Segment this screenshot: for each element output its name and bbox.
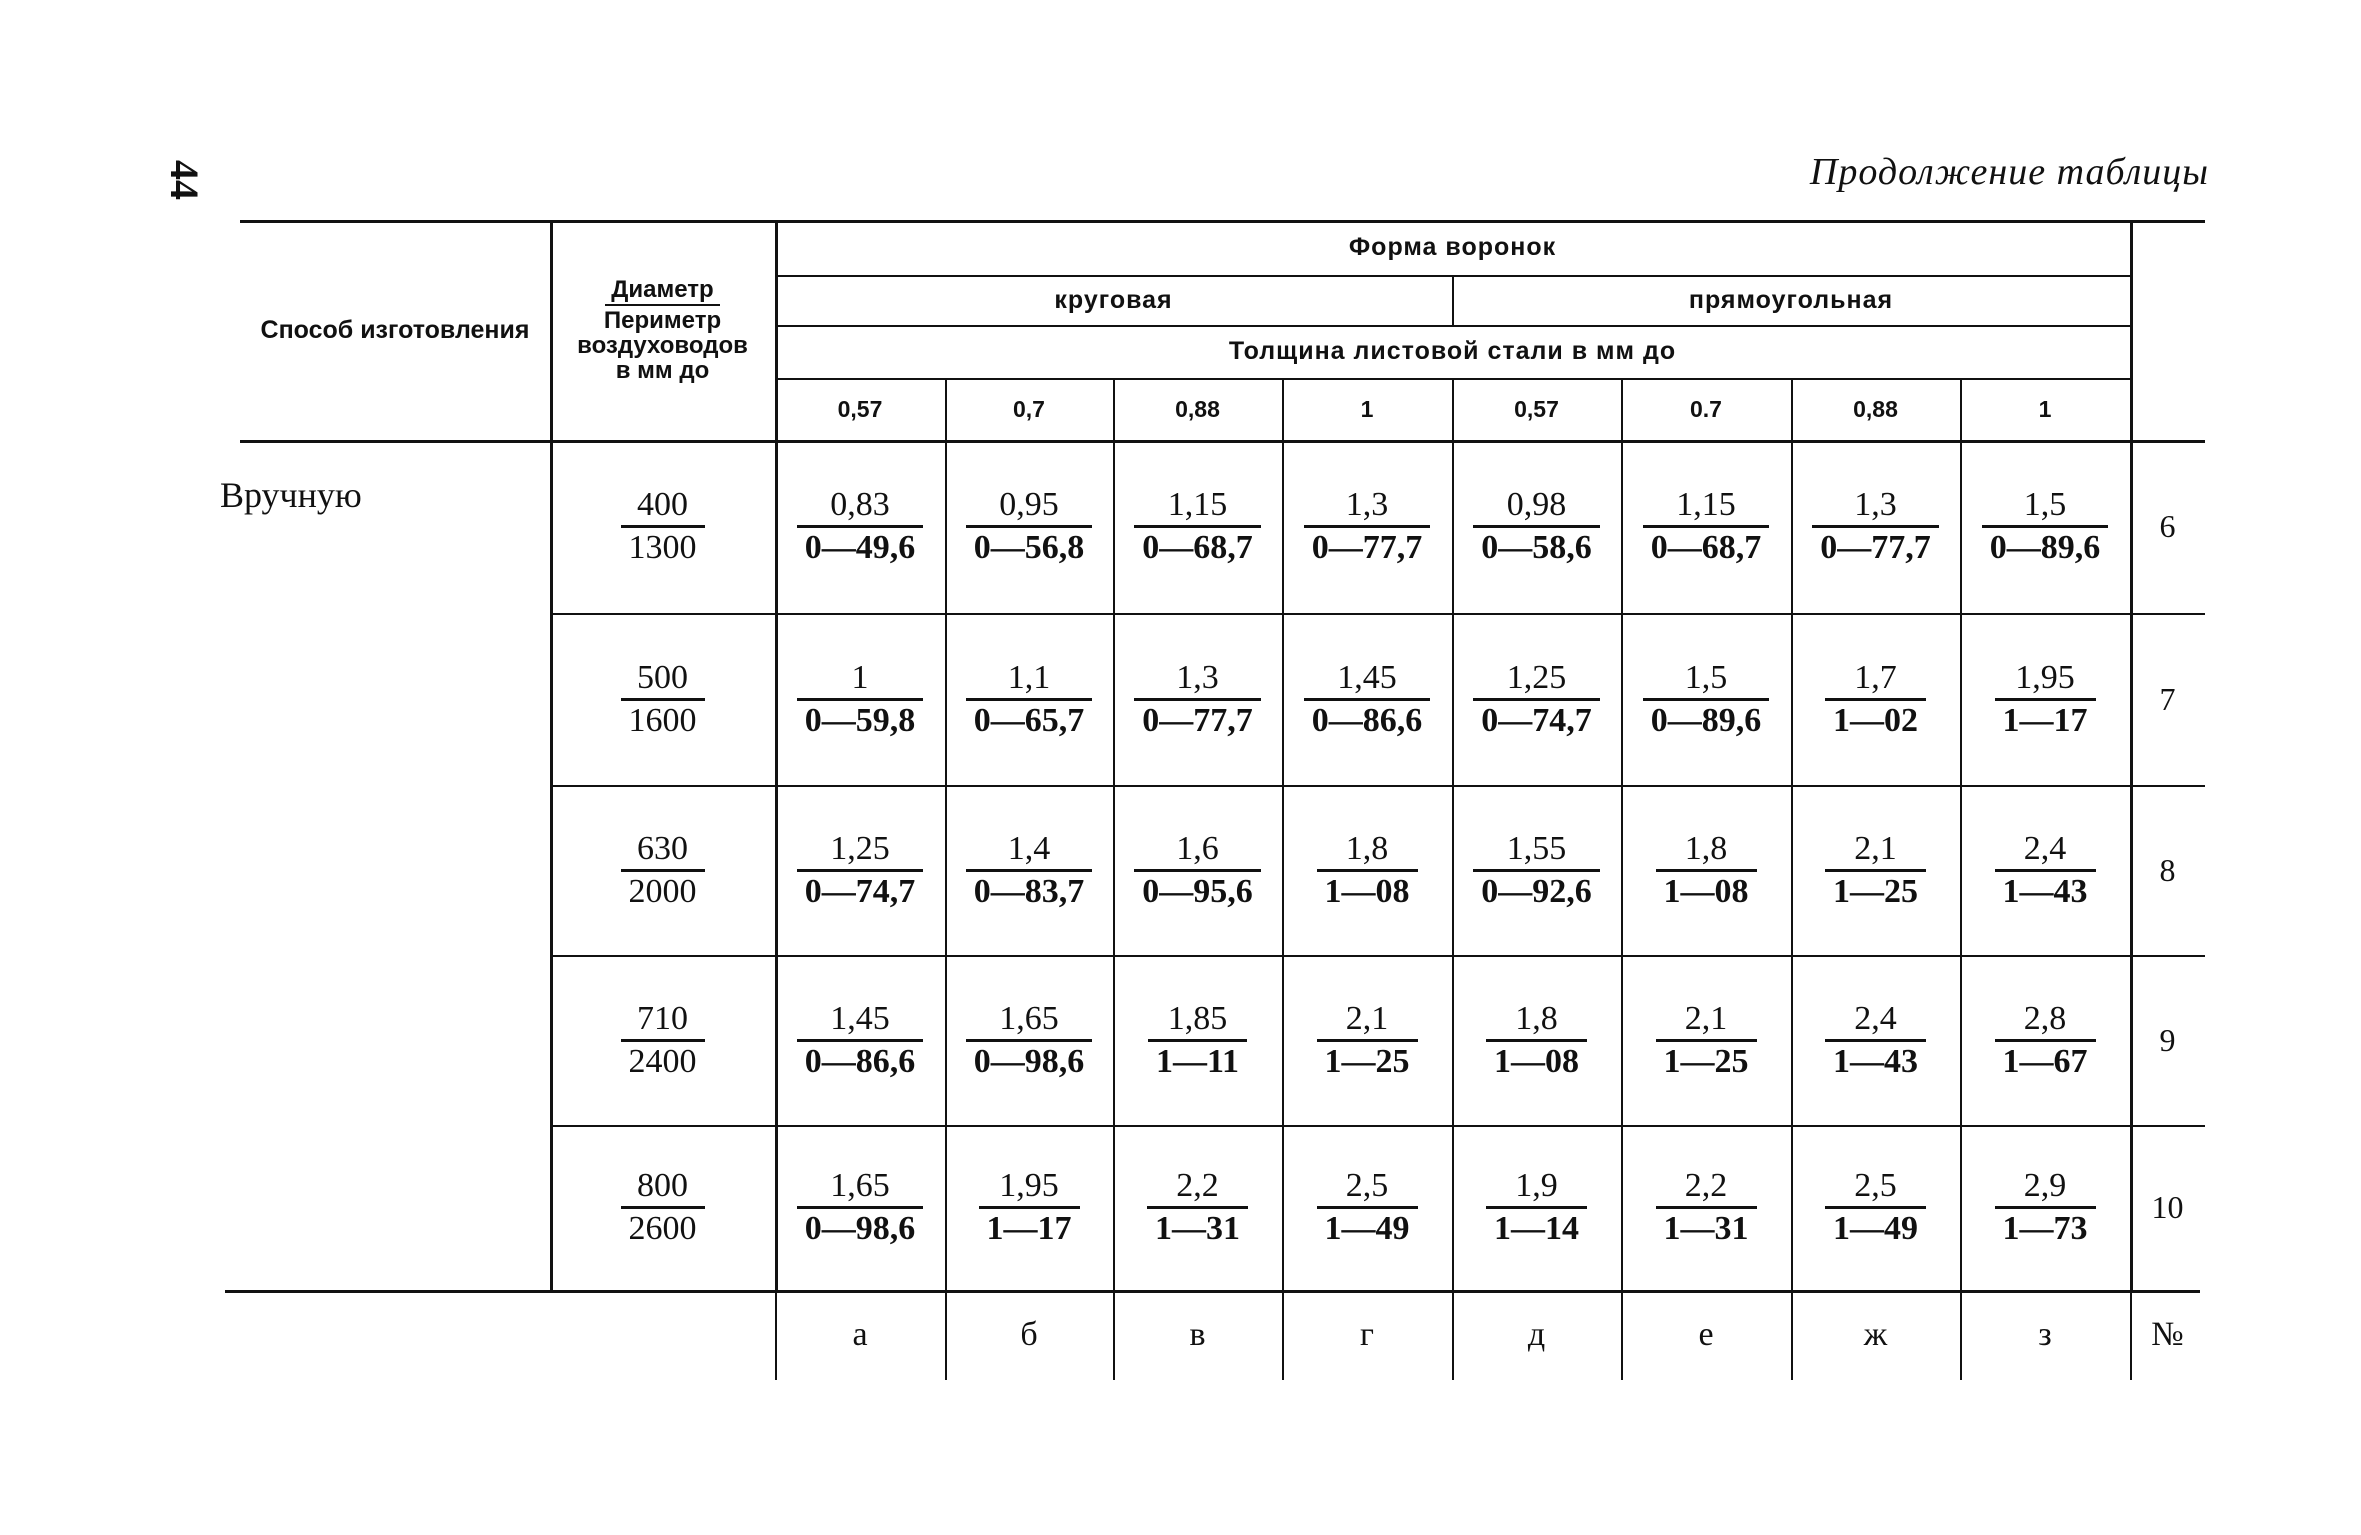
table-cell: [1621, 1125, 1791, 1290]
perimeter-value: 1300: [621, 525, 705, 568]
table-cell: [1282, 440, 1452, 613]
row-number-text: 10: [2151, 1189, 2184, 1225]
round-header: [775, 275, 1452, 325]
thickness-value-text: 0,88: [1175, 395, 1220, 422]
diameter-perimeter: [550, 1125, 775, 1290]
thickness-value: [1791, 378, 1960, 440]
cell-denominator: 0—68,7: [1134, 525, 1261, 568]
table-cell: [1621, 613, 1791, 785]
diameter-label: Диаметр: [605, 277, 719, 306]
cell-numerator: 1,3: [1854, 486, 1897, 523]
table-cell: [1621, 955, 1791, 1125]
column-id-text: д: [1527, 1316, 1546, 1353]
diameter-perimeter: [550, 785, 775, 955]
column-id-text: г: [1360, 1316, 1374, 1353]
row-number-text: 7: [2159, 680, 2176, 717]
cell-denominator: 0—98,6: [797, 1206, 924, 1249]
cell-denominator: 1—08: [1656, 869, 1757, 912]
cell-numerator: 2,4: [2023, 829, 2067, 867]
perimeter-value: 1600: [621, 698, 705, 741]
cell-numerator: 1,5: [1684, 658, 1728, 696]
cell-denominator: 0—74,7: [1473, 698, 1600, 741]
cell-denominator: 0—58,6: [1473, 525, 1600, 568]
table-cell: [775, 785, 945, 955]
cell-denominator: 0—86,6: [1304, 698, 1431, 741]
cell-numerator: 2,8: [2023, 999, 2067, 1037]
cell-denominator: 0—59,8: [797, 698, 924, 741]
cell-denominator: 1—25: [1317, 1039, 1418, 1082]
cell-numerator: 1,45: [1337, 658, 1397, 696]
cell-numerator: 1,15: [1676, 486, 1736, 523]
cell-numerator: 1,1: [1007, 658, 1051, 696]
table-cell: [1960, 1125, 2130, 1290]
cell-denominator: 0—77,7: [1812, 525, 1939, 568]
table-cell: [945, 1125, 1113, 1290]
row-number-text: 8: [2159, 851, 2176, 888]
cell-denominator: 1—73: [1995, 1206, 2096, 1249]
perimeter-label: Периметр: [603, 307, 722, 334]
cell-denominator: 0—92,6: [1473, 869, 1600, 912]
cell-numerator: 2,9: [2023, 1167, 2067, 1204]
cell-denominator: 1—43: [1825, 1039, 1926, 1082]
cell-numerator: 2,4: [1854, 999, 1897, 1037]
thickness-value: [1621, 378, 1791, 440]
units-label: в мм до: [615, 357, 710, 384]
cell-denominator: 0—77,7: [1134, 698, 1261, 741]
table-cell: [1282, 613, 1452, 785]
column-id: [1960, 1290, 2130, 1380]
table-cell: [1113, 785, 1282, 955]
table-cell: [1960, 440, 2130, 613]
cell-denominator: 1—17: [1995, 698, 2096, 741]
column-id: [1282, 1290, 1452, 1380]
table-cell: [1960, 955, 2130, 1125]
table-cell: [1621, 785, 1791, 955]
column-id-text: е: [1698, 1316, 1714, 1353]
perimeter-value: 2400: [621, 1039, 705, 1082]
table-cell: [775, 1125, 945, 1290]
cell-denominator: 1—31: [1147, 1206, 1248, 1249]
cell-numerator: 1,25: [1506, 658, 1567, 696]
table-cell: [1452, 955, 1621, 1125]
perimeter-value: 2000: [621, 869, 705, 912]
table-cell: [1282, 785, 1452, 955]
diameter-column-header: [550, 220, 775, 440]
thickness-value-text: 1: [1360, 395, 1374, 422]
table-cell: [1791, 613, 1960, 785]
thickness-value: [775, 378, 945, 440]
funnel-shape-text: Форма воронок: [1348, 233, 1557, 261]
cell-denominator: 1—02: [1825, 698, 1926, 741]
table-cell: [1113, 440, 1282, 613]
ducts-label: воздуховодов: [577, 332, 748, 359]
perimeter-value: 2600: [621, 1206, 705, 1249]
table-cell: [1113, 1125, 1282, 1290]
row-number: [2130, 785, 2205, 955]
cell-denominator: 1—08: [1486, 1039, 1587, 1082]
table-cell: [1113, 613, 1282, 785]
thickness-value-text: 0,88: [1853, 395, 1898, 422]
cell-denominator: 1—67: [1995, 1039, 2096, 1082]
cell-denominator: 0—49,6: [797, 525, 924, 568]
table-cell: [1452, 785, 1621, 955]
number-sign-text: №: [2151, 1316, 2184, 1353]
table-cell: [1113, 955, 1282, 1125]
cell-numerator: 1,5: [2023, 486, 2067, 523]
column-id-text: з: [2038, 1316, 2052, 1353]
cell-numerator: 2,5: [1345, 1167, 1389, 1204]
table-cell: [1282, 955, 1452, 1125]
table-cell: [1960, 785, 2130, 955]
cell-denominator: 0—65,7: [966, 698, 1093, 741]
cell-denominator: 1—14: [1486, 1206, 1587, 1249]
cell-numerator: 2,5: [1854, 1167, 1897, 1204]
table-cell: [1791, 955, 1960, 1125]
thickness-value: [1452, 378, 1621, 440]
cell-numerator: 1,65: [999, 999, 1059, 1037]
rectangular-text: прямоугольная: [1688, 285, 1894, 314]
method-value-text: Вручную: [220, 475, 362, 515]
cell-denominator: 0—95,6: [1134, 869, 1261, 912]
thickness-value: [1960, 378, 2130, 440]
cell-numerator: 0,98: [1506, 486, 1567, 523]
cell-denominator: 0—74,7: [797, 869, 924, 912]
cell-numerator: 1,8: [1684, 829, 1728, 867]
table-cell: [1452, 1125, 1621, 1290]
cell-denominator: 1—49: [1825, 1206, 1926, 1249]
thickness-value: [1282, 378, 1452, 440]
table-cell: [945, 785, 1113, 955]
diameter-value: 630: [637, 829, 688, 867]
rectangular-header: [1452, 275, 2130, 325]
table-cell: [1282, 1125, 1452, 1290]
cell-numerator: 1,3: [1176, 658, 1219, 696]
number-sign: [2130, 1290, 2205, 1380]
column-id: [1621, 1290, 1791, 1380]
diameter-value: 800: [637, 1167, 688, 1204]
table-cell: [945, 955, 1113, 1125]
cell-denominator: 0—83,7: [966, 869, 1093, 912]
thickness-value: [945, 378, 1113, 440]
cell-numerator: 1,65: [830, 1167, 890, 1204]
cell-numerator: 1,45: [830, 999, 890, 1037]
row-number: [2130, 613, 2205, 785]
method-value: [220, 460, 420, 530]
column-id-text: а: [852, 1316, 868, 1353]
cell-denominator: 0—89,6: [1982, 525, 2109, 568]
sheet-thickness-header: [775, 325, 2130, 378]
column-id-text: в: [1189, 1316, 1206, 1353]
cell-numerator: 2,1: [1854, 829, 1897, 867]
cell-denominator: 0—68,7: [1643, 525, 1770, 568]
row-number-text: 6: [2159, 508, 2176, 544]
table-cell: [1791, 785, 1960, 955]
cell-numerator: 0,83: [830, 486, 890, 523]
cell-numerator: 2,1: [1684, 999, 1728, 1037]
table-cell: [1791, 440, 1960, 613]
cell-numerator: 1,85: [1167, 999, 1228, 1037]
cell-denominator: 1—08: [1317, 869, 1418, 912]
cell-numerator: 1,55: [1506, 829, 1567, 867]
continuation-title: Продолжение таблицы: [1809, 151, 2209, 193]
column-id: [945, 1290, 1113, 1380]
row-number: [2130, 440, 2205, 613]
round-text: круговая: [1054, 285, 1173, 314]
table-cell: [1621, 440, 1791, 613]
method-header-text: Способ изготовления: [260, 315, 530, 344]
cell-denominator: 1—11: [1148, 1039, 1247, 1082]
cell-numerator: 1,25: [830, 829, 890, 867]
cell-denominator: 0—86,6: [797, 1039, 924, 1082]
table-cell: [775, 613, 945, 785]
diameter-value: 400: [637, 486, 688, 523]
thickness-value-text: 0.7: [1690, 395, 1722, 422]
table-cell: [1960, 613, 2130, 785]
cell-numerator: 1,4: [1007, 829, 1051, 867]
sheet-thickness-text: Толщина листовой стали в мм до: [1228, 337, 1677, 365]
cell-numerator: 2,2: [1684, 1167, 1728, 1204]
cell-denominator: 0—77,7: [1304, 525, 1431, 568]
page-number: 44: [162, 160, 208, 200]
diameter-perimeter: [550, 955, 775, 1125]
cell-denominator: 0—56,8: [966, 525, 1093, 568]
table-cell: [1791, 1125, 1960, 1290]
cell-denominator: 1—49: [1317, 1206, 1418, 1249]
table-cell: [1452, 613, 1621, 785]
thickness-value-text: 0,7: [1013, 395, 1045, 422]
method-column-header: [240, 220, 550, 440]
cell-denominator: 1—31: [1656, 1206, 1757, 1249]
cell-numerator: 2,2: [1176, 1167, 1219, 1204]
cell-numerator: 1,15: [1167, 486, 1228, 523]
thickness-value: [1113, 378, 1282, 440]
cell-numerator: 1,8: [1345, 829, 1389, 867]
cell-numerator: 1,7: [1854, 658, 1897, 696]
cell-denominator: 0—98,6: [966, 1039, 1093, 1082]
cell-numerator: 1,8: [1515, 999, 1558, 1037]
row-number-text: 9: [2159, 1021, 2176, 1058]
cell-denominator: 1—43: [1995, 869, 2096, 912]
cell-numerator: 1,3: [1345, 486, 1389, 523]
cell-denominator: 1—17: [979, 1206, 1080, 1249]
table-cell: [775, 955, 945, 1125]
cell-numerator: 1: [851, 658, 869, 696]
table-cell: [945, 613, 1113, 785]
column-id-text: б: [1020, 1316, 1038, 1353]
cell-numerator: 2,1: [1345, 999, 1389, 1037]
column-id-text: ж: [1863, 1316, 1888, 1353]
column-id: [1452, 1290, 1621, 1380]
thickness-value-text: 0,57: [1514, 395, 1559, 422]
cell-numerator: 0,95: [999, 486, 1059, 523]
thickness-value-text: 1: [2038, 395, 2052, 422]
row-number: [2130, 1125, 2205, 1290]
diameter-value: 710: [637, 999, 688, 1037]
cell-numerator: 1,95: [2015, 658, 2075, 696]
table-cell: [1452, 440, 1621, 613]
diameter-perimeter: [550, 613, 775, 785]
diameter-value: 500: [637, 658, 688, 696]
row-number: [2130, 955, 2205, 1125]
table-cell: [945, 440, 1113, 613]
column-id: [1113, 1290, 1282, 1380]
cell-numerator: 1,9: [1515, 1167, 1558, 1204]
cell-denominator: 1—25: [1656, 1039, 1757, 1082]
cell-numerator: 1,95: [999, 1167, 1059, 1204]
cell-denominator: 0—89,6: [1643, 698, 1770, 741]
column-id: [1791, 1290, 1960, 1380]
funnel-shape-header: [775, 220, 2130, 275]
diameter-perimeter: [550, 440, 775, 613]
table-cell: [775, 440, 945, 613]
cell-numerator: 1,6: [1176, 829, 1219, 867]
thickness-value-text: 0,57: [837, 395, 883, 422]
cell-denominator: 1—25: [1825, 869, 1926, 912]
column-id: [775, 1290, 945, 1380]
